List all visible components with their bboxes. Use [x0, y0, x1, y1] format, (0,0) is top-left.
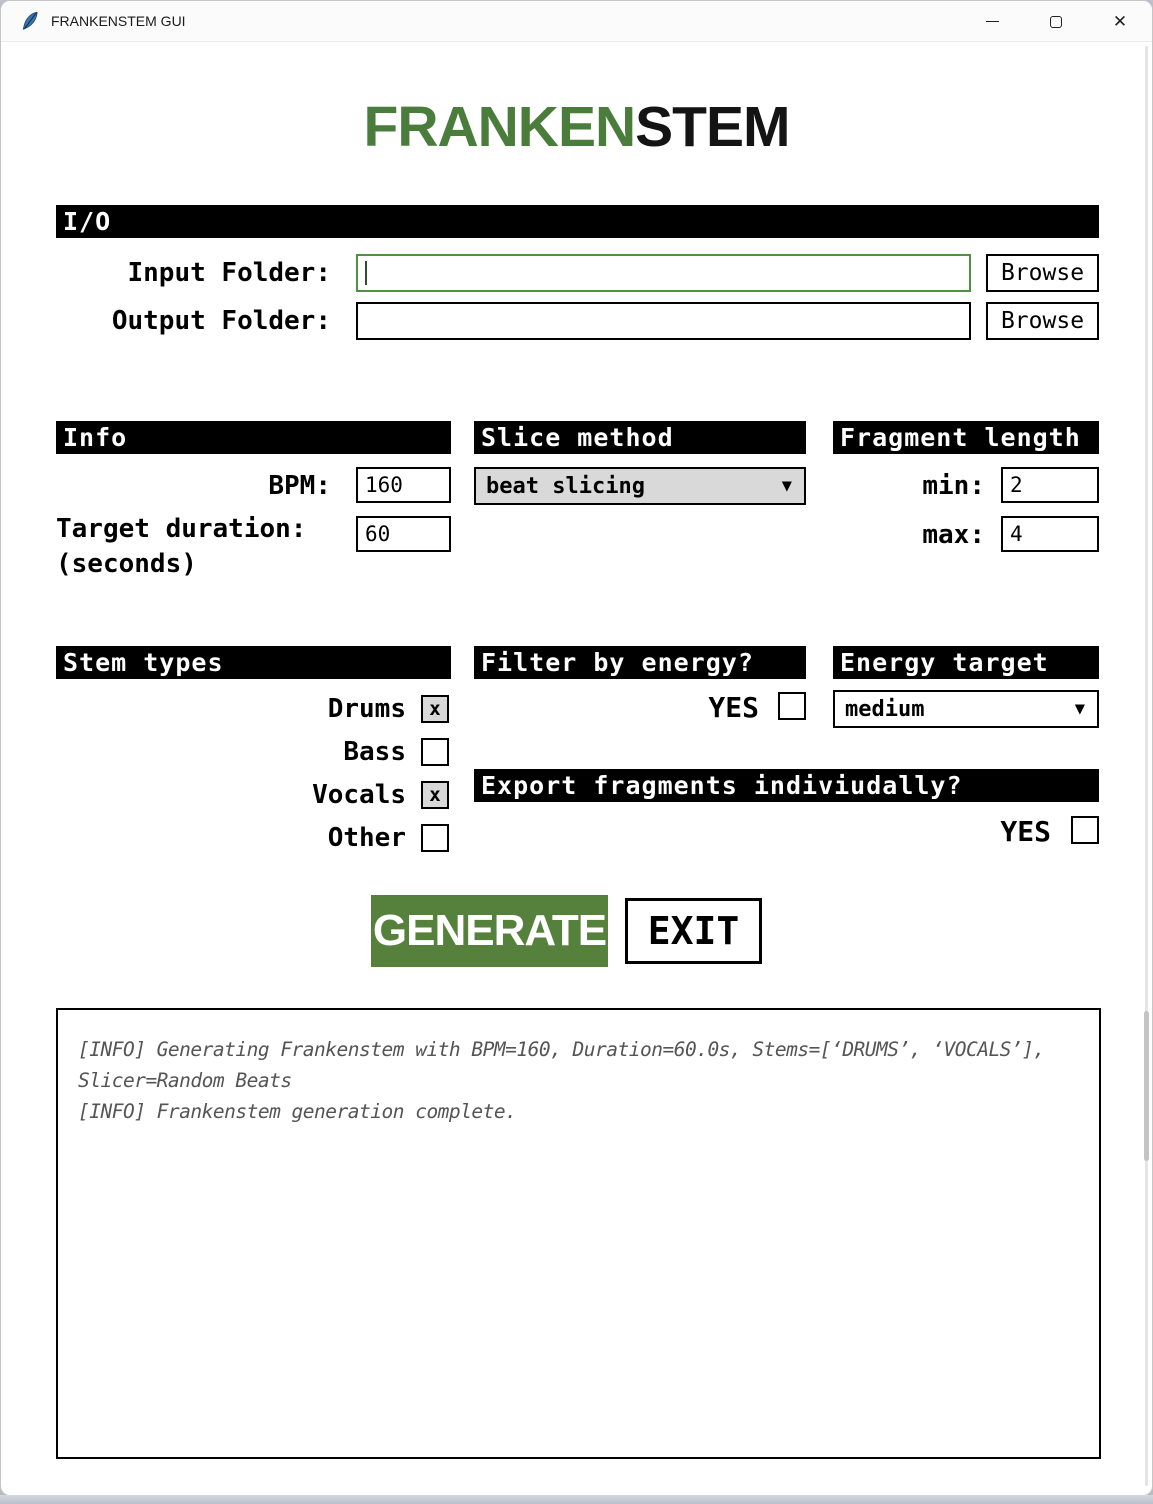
- export-checkbox[interactable]: [1071, 816, 1099, 844]
- slice-method-section-header: Slice method: [474, 421, 806, 454]
- filter-energy-checkbox[interactable]: [778, 692, 806, 720]
- vocals-checkbox[interactable]: x: [421, 781, 449, 809]
- stem-types-section-header: Stem types: [56, 646, 451, 679]
- minimize-button[interactable]: [960, 1, 1024, 42]
- maximize-button[interactable]: [1024, 1, 1088, 42]
- filter-energy-yes-label: YES: [708, 691, 759, 724]
- drums-label: Drums: [327, 694, 406, 724]
- duration-field[interactable]: 60: [356, 516, 451, 552]
- vocals-label: Vocals: [312, 780, 406, 810]
- title-franken: FRANKEN: [363, 95, 636, 159]
- page-title: [1, 95, 1152, 159]
- log-output[interactable]: [56, 1008, 1101, 1459]
- window-title: FRANKENSTEM GUI: [51, 13, 186, 29]
- min-label: min:: [922, 471, 985, 501]
- log-line: Slicer=Random Beats: [78, 1069, 292, 1092]
- log-line: [INFO] Generating Frankenstem with BPM=160, Duration=60.0s, Stems=[‘DRUMS’, ‘VOCALS’],: [78, 1038, 1045, 1061]
- max-label: max:: [922, 520, 985, 550]
- bass-checkbox[interactable]: [421, 738, 449, 766]
- dropdown-arrow-icon: ▼: [1074, 699, 1085, 719]
- close-icon: ✕: [1112, 11, 1128, 31]
- log-line: [INFO] Frankenstem generation complete.: [78, 1100, 517, 1123]
- generate-button[interactable]: GENERATE: [371, 895, 608, 967]
- scrollbar-thumb[interactable]: [1144, 1011, 1149, 1161]
- text-cursor: [365, 261, 367, 285]
- target-duration-label: Target duration:: [56, 514, 307, 544]
- bpm-label: BPM:: [268, 471, 331, 501]
- export-yes-label: YES: [1000, 815, 1051, 848]
- input-folder-label: Input Folder:: [127, 258, 331, 288]
- maximize-icon: [1050, 16, 1062, 28]
- slice-method-value: beat slicing: [486, 473, 645, 499]
- other-label: Other: [327, 823, 406, 853]
- slice-method-dropdown[interactable]: [474, 467, 806, 505]
- output-folder-field[interactable]: [356, 302, 971, 340]
- minimize-icon: [986, 21, 999, 22]
- close-button[interactable]: [1088, 1, 1152, 42]
- info-section-header: Info: [56, 421, 451, 454]
- energy-target-section-header: Energy target: [833, 646, 1099, 679]
- energy-target-dropdown[interactable]: [833, 690, 1099, 728]
- title-stem: STEM: [635, 95, 790, 159]
- fragment-length-section-header: Fragment length: [833, 421, 1099, 454]
- taskbar-edge: [0, 1495, 1153, 1504]
- drums-checkbox[interactable]: x: [421, 695, 449, 723]
- io-section-header: I/O: [56, 205, 1099, 238]
- dropdown-arrow-icon: ▼: [781, 476, 792, 496]
- scrollbar-track[interactable]: [1145, 46, 1148, 1486]
- filter-energy-section-header: Filter by energy?: [474, 646, 806, 679]
- energy-target-value: medium: [845, 696, 925, 722]
- exit-button[interactable]: EXIT: [625, 898, 762, 964]
- target-duration-sublabel: (seconds): [56, 549, 197, 579]
- export-fragments-section-header: Export fragments indiviudally?: [474, 769, 1099, 802]
- input-folder-field[interactable]: [356, 254, 971, 292]
- output-browse-button[interactable]: Browse: [986, 302, 1099, 340]
- bass-label: Bass: [343, 737, 406, 767]
- title-bar: [1, 1, 1152, 42]
- output-folder-label: Output Folder:: [111, 306, 331, 336]
- max-field[interactable]: 4: [1001, 516, 1099, 552]
- tk-feather-icon: [21, 11, 39, 31]
- min-field[interactable]: 2: [1001, 467, 1099, 503]
- input-browse-button[interactable]: Browse: [986, 254, 1099, 292]
- other-checkbox[interactable]: [421, 824, 449, 852]
- bpm-field[interactable]: 160: [356, 467, 451, 503]
